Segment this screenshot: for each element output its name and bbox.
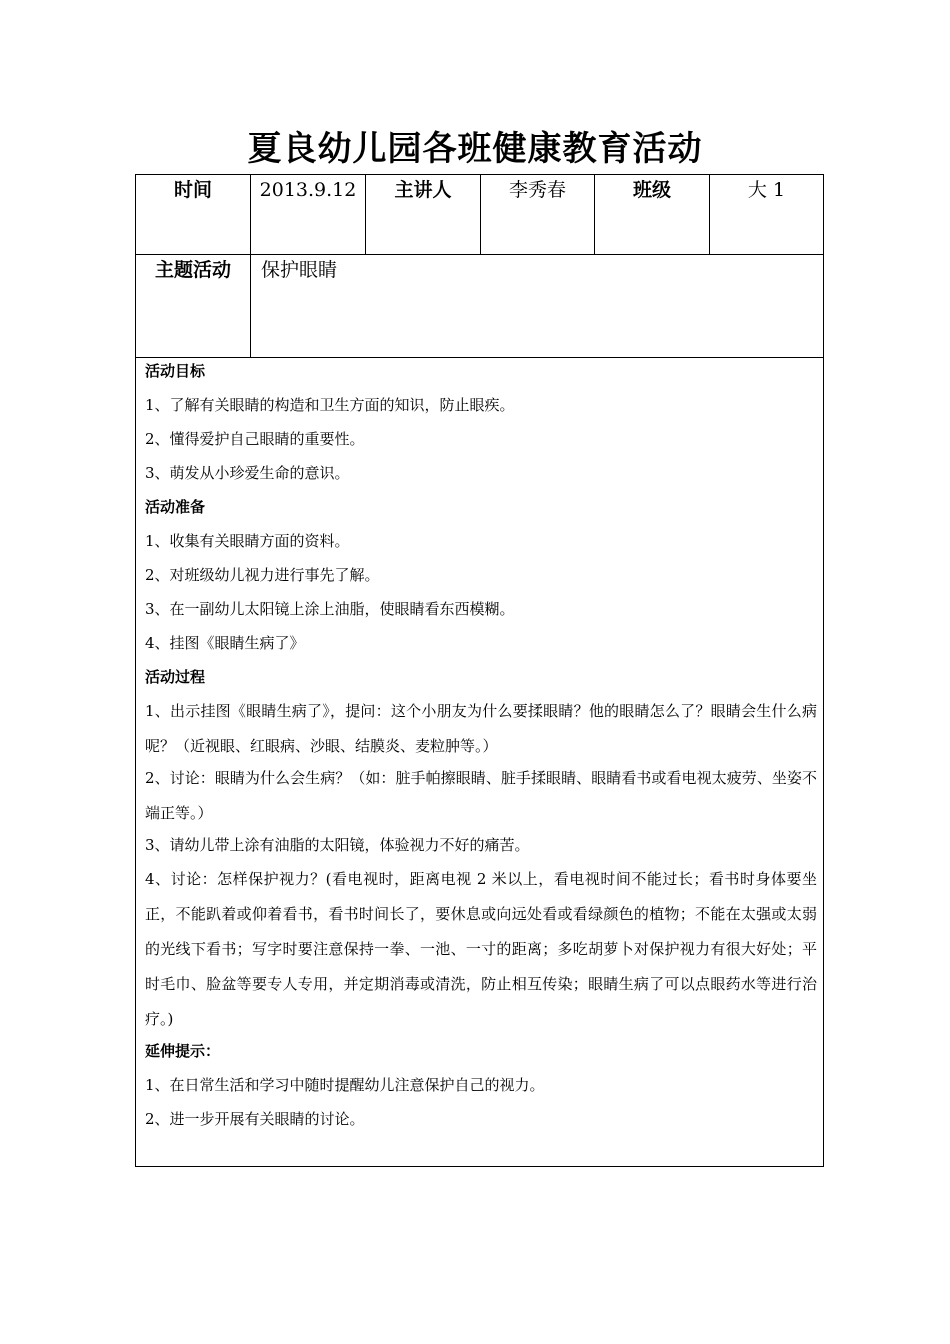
list-item: 3、萌发从小珍爱生命的意识。 [145,464,350,482]
section-goals [145,360,817,484]
list-item: 1、在日常生活和学习中随时提醒幼儿注意保护自己的视力。 [145,1076,545,1094]
section-process [145,666,817,1037]
section-heading: 延伸提示： [145,1042,221,1060]
subject-row [136,255,824,358]
subject-label: 主题活动 [136,255,251,358]
list-item: 2、对班级幼儿视力进行事先了解。 [145,566,380,584]
list-item: 4、挂图《眼睛生病了》 [145,634,305,652]
content-row [136,358,824,1167]
subject-value: 保护眼睛 [251,255,824,358]
document-title: 夏良幼儿园各班健康教育活动 [247,129,703,169]
list-item: 2、懂得爱护自己眼睛的重要性。 [145,430,365,448]
section-extension [145,1040,817,1130]
list-item: 3、请幼儿带上涂有油脂的太阳镜，体验视力不好的痛苦。 [145,836,530,854]
list-item: 3、在一副幼儿太阳镜上涂上油脂，使眼睛看东西模糊。 [145,600,515,618]
content-cell [136,358,824,1167]
activity-table [135,174,824,1167]
class-value: 大 1 [710,175,824,255]
section-heading: 活动过程 [145,668,206,686]
section-preparation [145,496,817,654]
list-item: 1、收集有关眼睛方面的资料。 [145,532,350,550]
list-item: 1、出示挂图《眼睛生病了》，提问：这个小朋友为什么要揉眼睛？他的眼睛怎么了？眼睛会生什么病呢？（近视眼、红眼病、沙眼、结膜炎、麦粒肿等。） [145,702,817,755]
speaker-value: 李秀春 [481,175,595,255]
speaker-label: 主讲人 [366,175,481,255]
list-item: 1、了解有关眼睛的构造和卫生方面的知识，防止眼疾。 [145,396,515,414]
list-item: 2、讨论：眼睛为什么会生病？（如：脏手帕擦眼睛、脏手揉眼睛、眼睛看书或看电视太疲劳、坐姿不端正等。） [145,769,817,822]
section-heading: 活动准备 [145,498,206,516]
class-label: 班级 [595,175,710,255]
info-row [136,175,824,255]
time-value: 2013.9.12 [251,175,366,255]
list-item: 2、进一步开展有关眼睛的讨论。 [145,1110,365,1128]
list-item: 4、讨论：怎样保护视力？(看电视时，距离电视 2 米以上，看电视时间不能过长；看书时身体要坐正，不能趴着或仰着看书，看书时间长了，要休息或向远处看或看绿颜色的植物；不能在太强或太弱的光线下看书；写字时要注意保持一拳、一池、一寸的距离；多吃胡萝卜对保护视力有很大好处；平时毛巾、脸盆等要专人专用，并定期消毒或清洗，防止相互传染；眼睛生病了可以点眼药水等进行治疗。) [145,870,817,1028]
time-label: 时间 [136,175,251,255]
section-heading: 活动目标 [145,362,206,380]
